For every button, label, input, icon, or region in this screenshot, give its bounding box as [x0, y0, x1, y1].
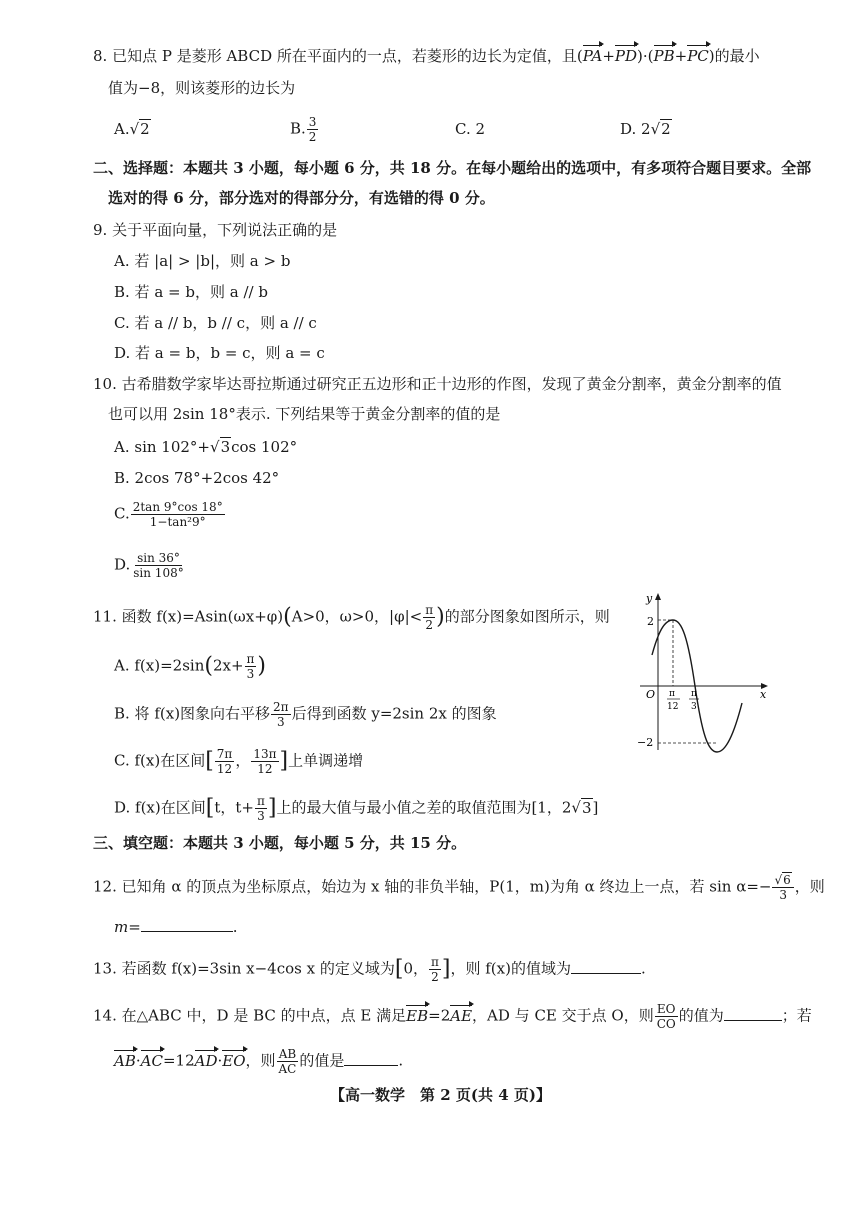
q14-answer-blank-1[interactable] [724, 1020, 782, 1021]
q11-option-b: B. 将 f(x)图象向右平移 $\frac{2\pi}{3}$ 后得到函数 y=2sin 2x 的图象 [114, 700, 497, 729]
section-2-instructions: 选对的得 6 分，部分选对的得部分分，有选错的得 0 分。 [108, 189, 495, 207]
q10-option-a: A. sin 102°+√3cos 102° [114, 438, 298, 456]
y-max-label: 2 [647, 615, 654, 628]
q10-line2: 也可以用 2sin 18°表示. 下列结果等于黄金分割率的值的是 [108, 405, 501, 423]
q8-option-a: A.√2 [114, 120, 150, 138]
q10-line1: 10. 古希腊数学家毕达哥拉斯通过研究正五边形和正十边形的作图，发现了黄金分割率，黄金分割率的值 [93, 375, 782, 393]
q14-line1: 14. 在△ABC 中，D 是 BC 的中点，点 E 满足EB=2AE，AD 与 CE 交于点 O，则 $\frac{EO}{CO}$ 的值为 ；若 [93, 1002, 812, 1031]
origin-label: O [646, 688, 656, 701]
q12-answer-line: m= . [114, 918, 238, 936]
q10-option-d: D. $\frac{\sin 36^\circ}{\sin 108^\circ}$ [114, 551, 184, 580]
q9-option-c: C. 若 a // b，b // c，则 a // c [114, 314, 317, 332]
q12-answer-blank[interactable] [141, 931, 233, 932]
q8-option-d: D. 2√2 [620, 120, 671, 138]
tick-pi-3-den: 3 [691, 702, 697, 712]
page-footer: 【高一数学 第 2 页(共 4 页)】 [330, 1086, 551, 1104]
q14-answer-blank-2[interactable] [344, 1065, 398, 1066]
q11-sine-graph [630, 588, 775, 758]
q10-option-b: B. 2cos 78°+2cos 42° [114, 469, 280, 487]
q11-stem: 11. 函数 f(x)=Asin(ωx+φ)(A>0，ω>0，|φ|< $\frac{\pi}{2}$ )的部分图象如图所示，则 [93, 603, 610, 632]
section-2-heading: 二、选择题：本题共 3 小题，每小题 6 分，共 18 分。在每小题给出的选项中，有多项符合题目要求。全部 [93, 159, 812, 177]
q11-option-c: C. f(x)在区间[ $\frac{7\pi}{12}$ ， $\frac{13\pi}{12}$ ]上单调递增 [114, 747, 364, 776]
q12-line1: 12. 已知角 α 的顶点为坐标原点，始边为 x 轴的非负半轴，P(1，m)为角 α 终边上一点，若 sin α=− $\frac{√6}{3}$ ，则 [93, 873, 825, 902]
x-axis-label: x [760, 688, 767, 701]
q9-option-d: D. 若 a = b，b = c，则 a = c [114, 344, 325, 362]
q11-option-d: D. f(x)在区间[t，t+ $\frac{\pi}{3}$ ]上的最大值与最小值之差的取值范围为[1，2√3] [114, 794, 599, 823]
q8-option-c: C. 2 [455, 120, 486, 138]
q8-option-b: B. $\frac{3}{2}$ [290, 115, 317, 144]
q9-option-a: A. 若 |a| > |b|，则 a > b [114, 252, 291, 270]
q9-stem: 9. 关于平面向量，下列说法正确的是 [93, 221, 338, 239]
y-axis-label: y [646, 592, 653, 605]
q11-option-a: A. f(x)=2sin(2x+ $\frac{\pi}{3}$ ) [114, 652, 267, 681]
q8-line1: 8. 已知点 P 是菱形 ABCD 所在平面内的一点，若菱形的边长为定值，且(PA+PD)·(PB+PC)的最小 [93, 47, 760, 65]
section-3-heading: 三、填空题：本题共 3 小题，每小题 5 分，共 15 分。 [93, 834, 467, 852]
q9-option-b: B. 若 a = b，则 a // b [114, 283, 268, 301]
q10-option-c: C. $\frac{2\tan 9^\circ\cos 18^\circ}{\text{1−tan²9°}}$ [114, 500, 223, 529]
q13-answer-blank[interactable] [571, 973, 641, 974]
q13-line: 13. 若函数 f(x)=3sin x−4cos x 的定义域为[0， $\frac{\pi}{2}$ ]，则 f(x)的值域为 . [93, 955, 646, 984]
tick-pi-3-num: π [691, 689, 697, 699]
y-min-label: −2 [637, 736, 654, 749]
q8-line2: 值为−8，则该菱形的边长为 [108, 79, 296, 97]
tick-pi-12-den: 12 [667, 702, 679, 712]
q14-line2: AB·AC=12AD·EO，则 $\frac{AB}{AC}$ 的值是 . [114, 1047, 404, 1076]
y-axis-arrow [655, 593, 661, 600]
tick-pi-12-num: π [669, 689, 675, 699]
